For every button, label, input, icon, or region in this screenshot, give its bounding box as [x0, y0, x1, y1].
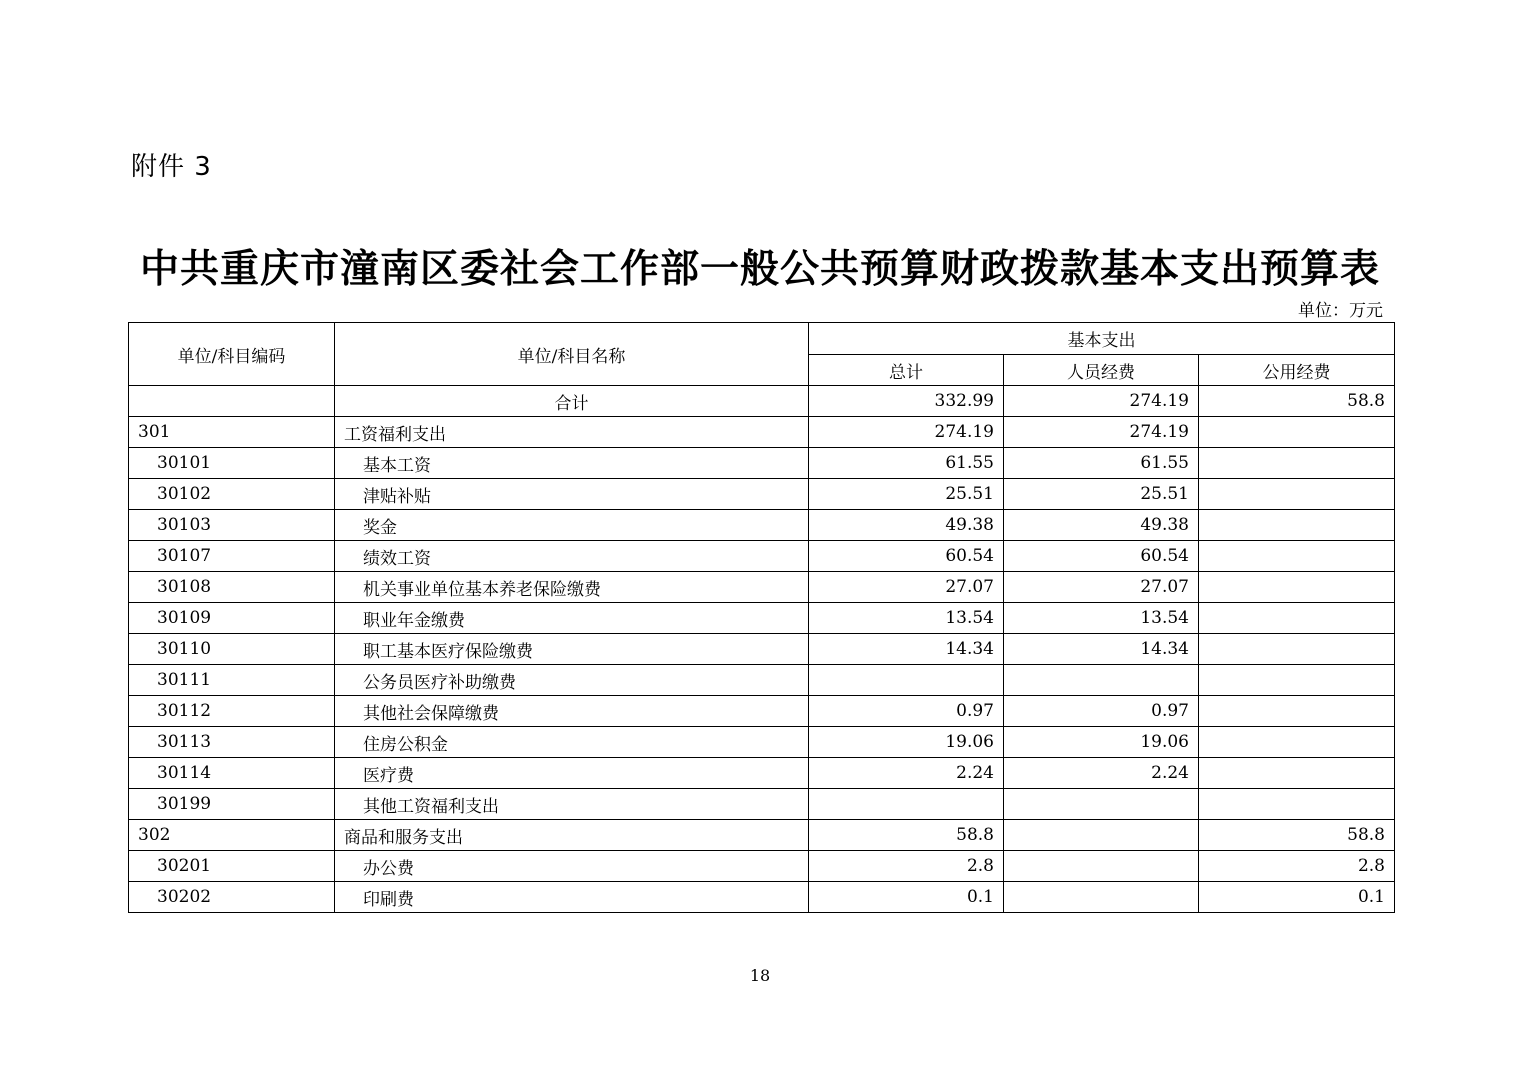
cell-name: 工资福利支出 — [335, 417, 809, 448]
header-public: 公用经费 — [1199, 355, 1395, 386]
cell-personnel: 25.51 — [1004, 479, 1199, 510]
unit-label: 单位：万元 — [1298, 301, 1383, 321]
cell-public — [1199, 448, 1395, 479]
cell-name: 商品和服务支出 — [335, 820, 809, 851]
total-public: 58.8 — [1199, 386, 1395, 417]
page-title: 中共重庆市潼南区委社会工作部一般公共预算财政拨款基本支出预算表 — [139, 247, 1380, 292]
cell-name: 其他社会保障缴费 — [335, 696, 809, 727]
header-name: 单位/科目名称 — [335, 323, 809, 386]
cell-code: 30110 — [129, 634, 335, 665]
cell-personnel: 19.06 — [1004, 727, 1199, 758]
total-name: 合计 — [335, 386, 809, 417]
cell-code: 30113 — [129, 727, 335, 758]
cell-personnel: 2.24 — [1004, 758, 1199, 789]
cell-total: 61.55 — [809, 448, 1004, 479]
cell-total: 58.8 — [809, 820, 1004, 851]
budget-table — [128, 322, 1395, 913]
cell-personnel: 14.34 — [1004, 634, 1199, 665]
cell-code: 30202 — [129, 882, 335, 913]
table-row — [129, 789, 1395, 820]
cell-name: 职工基本医疗保险缴费 — [335, 634, 809, 665]
table-row — [129, 448, 1395, 479]
cell-code: 30107 — [129, 541, 335, 572]
cell-total: 0.97 — [809, 696, 1004, 727]
cell-public — [1199, 572, 1395, 603]
cell-public: 58.8 — [1199, 820, 1395, 851]
cell-name: 职业年金缴费 — [335, 603, 809, 634]
cell-name: 其他工资福利支出 — [335, 789, 809, 820]
cell-public — [1199, 417, 1395, 448]
header-basic-expenditure: 基本支出 — [809, 323, 1395, 355]
cell-personnel: 60.54 — [1004, 541, 1199, 572]
cell-code: 30201 — [129, 851, 335, 882]
cell-personnel: 274.19 — [1004, 417, 1199, 448]
cell-total — [809, 665, 1004, 696]
cell-code: 30112 — [129, 696, 335, 727]
cell-personnel: 0.97 — [1004, 696, 1199, 727]
table-row — [129, 572, 1395, 603]
cell-personnel — [1004, 851, 1199, 882]
cell-code: 30101 — [129, 448, 335, 479]
cell-name: 印刷费 — [335, 882, 809, 913]
total-code — [129, 386, 335, 417]
cell-public — [1199, 603, 1395, 634]
table-row — [129, 634, 1395, 665]
cell-total: 0.1 — [809, 882, 1004, 913]
table-row — [129, 727, 1395, 758]
cell-personnel: 61.55 — [1004, 448, 1199, 479]
cell-total: 60.54 — [809, 541, 1004, 572]
cell-public — [1199, 789, 1395, 820]
cell-name: 办公费 — [335, 851, 809, 882]
table-row — [129, 417, 1395, 448]
cell-code: 30103 — [129, 510, 335, 541]
cell-code: 30102 — [129, 479, 335, 510]
cell-personnel: 27.07 — [1004, 572, 1199, 603]
cell-name: 津贴补贴 — [335, 479, 809, 510]
cell-total: 13.54 — [809, 603, 1004, 634]
table-row — [129, 665, 1395, 696]
table-row — [129, 758, 1395, 789]
cell-total: 49.38 — [809, 510, 1004, 541]
cell-public — [1199, 758, 1395, 789]
cell-name: 公务员医疗补助缴费 — [335, 665, 809, 696]
cell-public — [1199, 727, 1395, 758]
cell-total: 25.51 — [809, 479, 1004, 510]
cell-personnel: 49.38 — [1004, 510, 1199, 541]
cell-code: 30109 — [129, 603, 335, 634]
attachment-label: 附件 3 — [131, 152, 212, 182]
cell-total: 27.07 — [809, 572, 1004, 603]
cell-code: 302 — [129, 820, 335, 851]
cell-code: 30114 — [129, 758, 335, 789]
table-row — [129, 479, 1395, 510]
header-personnel: 人员经费 — [1004, 355, 1199, 386]
cell-public — [1199, 665, 1395, 696]
total-personnel: 274.19 — [1004, 386, 1199, 417]
cell-code: 30111 — [129, 665, 335, 696]
cell-public — [1199, 696, 1395, 727]
cell-code: 30199 — [129, 789, 335, 820]
table-row — [129, 696, 1395, 727]
cell-public: 0.1 — [1199, 882, 1395, 913]
cell-personnel — [1004, 820, 1199, 851]
cell-name: 绩效工资 — [335, 541, 809, 572]
table-row — [129, 510, 1395, 541]
cell-name: 机关事业单位基本养老保险缴费 — [335, 572, 809, 603]
total-row — [129, 386, 1395, 417]
cell-personnel — [1004, 789, 1199, 820]
header-total: 总计 — [809, 355, 1004, 386]
page-number: 18 — [749, 966, 771, 985]
cell-personnel: 13.54 — [1004, 603, 1199, 634]
table-row — [129, 882, 1395, 913]
cell-public — [1199, 541, 1395, 572]
cell-code: 301 — [129, 417, 335, 448]
table-row — [129, 603, 1395, 634]
header-row — [129, 323, 1395, 355]
table-row — [129, 851, 1395, 882]
cell-public — [1199, 479, 1395, 510]
cell-personnel — [1004, 665, 1199, 696]
cell-total: 274.19 — [809, 417, 1004, 448]
table-row — [129, 820, 1395, 851]
cell-code: 30108 — [129, 572, 335, 603]
table-row — [129, 541, 1395, 572]
total-total: 332.99 — [809, 386, 1004, 417]
cell-total: 2.24 — [809, 758, 1004, 789]
cell-personnel — [1004, 882, 1199, 913]
cell-total: 14.34 — [809, 634, 1004, 665]
cell-total: 19.06 — [809, 727, 1004, 758]
cell-total: 2.8 — [809, 851, 1004, 882]
cell-public: 2.8 — [1199, 851, 1395, 882]
cell-name: 奖金 — [335, 510, 809, 541]
cell-public — [1199, 510, 1395, 541]
cell-name: 基本工资 — [335, 448, 809, 479]
cell-name: 医疗费 — [335, 758, 809, 789]
header-code: 单位/科目编码 — [129, 323, 335, 386]
cell-total — [809, 789, 1004, 820]
cell-name: 住房公积金 — [335, 727, 809, 758]
cell-public — [1199, 634, 1395, 665]
